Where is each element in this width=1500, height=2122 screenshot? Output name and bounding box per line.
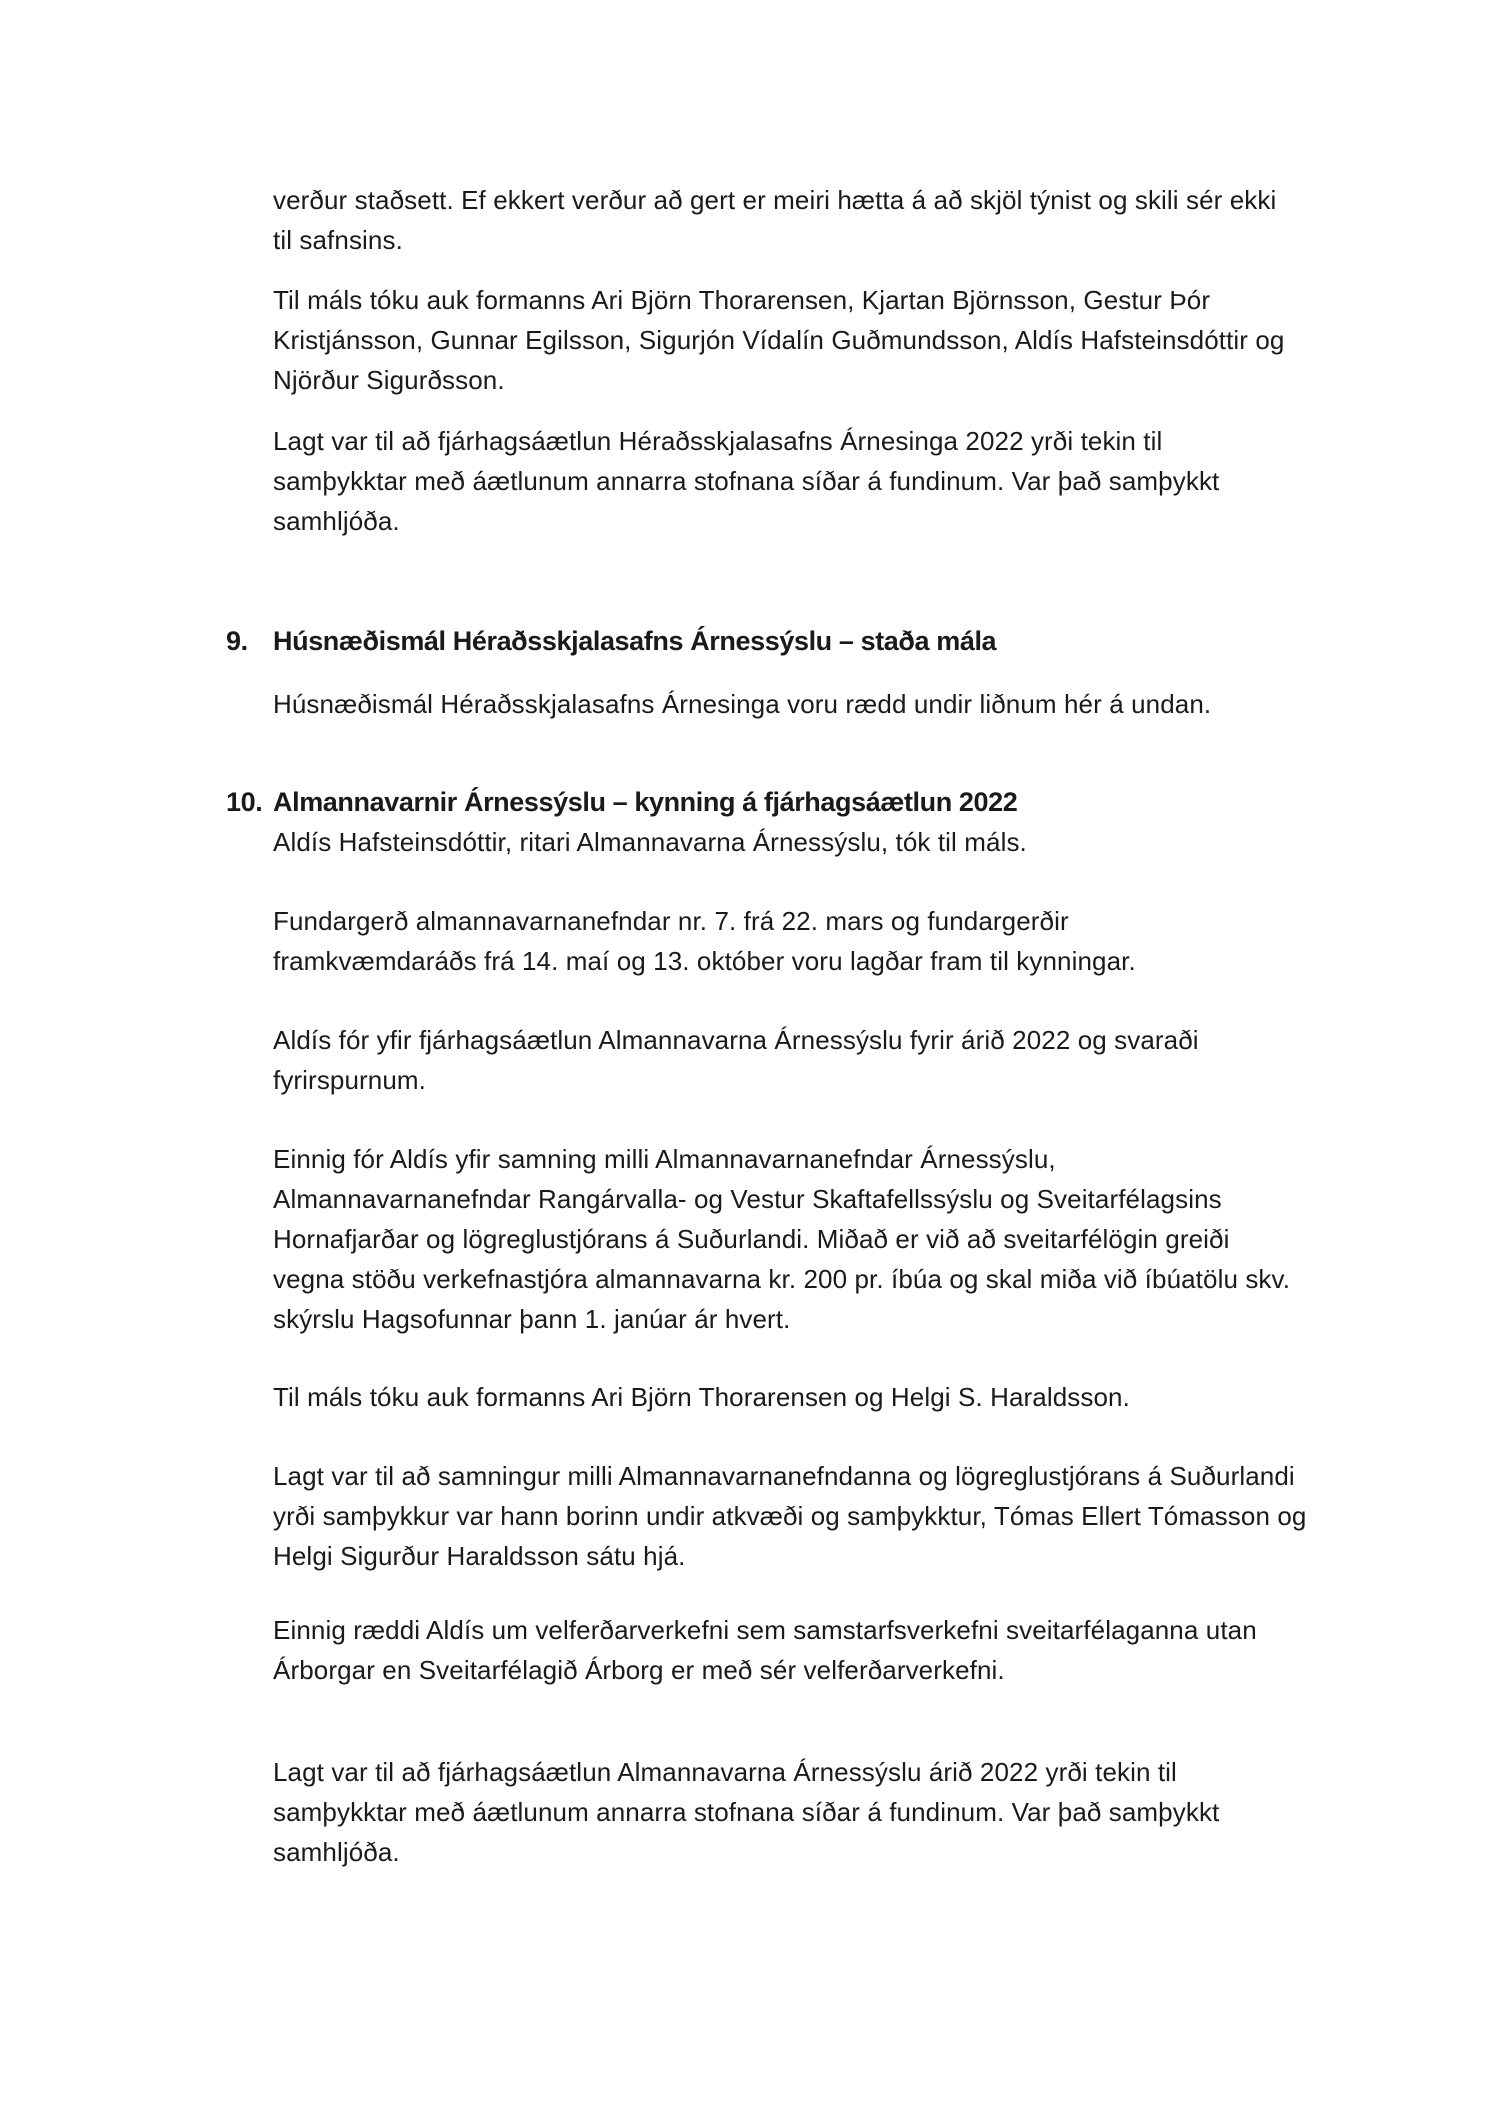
- paragraph-archive-budget-motion: Lagt var til að fjárhagsáætlun Héraðsskjalasafns Árnesinga 2022 yrði tekin til samþykktar með áætlunum annarra stofnana síðar á fundinum. Var það samþykkt samhljóða.: [273, 426, 1220, 536]
- paragraph-archive-risk: verður staðsett. Ef ekkert verður að gert er meiri hætta á að skjöl týnist og skili sér ekki til safnsins.: [273, 185, 1277, 255]
- paragraph-agreement-vote: Lagt var til að samningur milli Almannavarnanefndanna og lögreglustjórans á Suðurlandi yrði samþykkur var hann borinn undir atkvæði og samþykktur, Tómas Ellert Tómasson og Helgi Sigurður Haraldsson sátu hjá.: [273, 1461, 1307, 1571]
- section-title: Húsnæðismál Héraðsskjalasafns Árnessýslu – staða mála: [273, 626, 997, 656]
- paragraph-civil-defense-budget-motion: Lagt var til að fjárhagsáætlun Almannavarna Árnessýslu árið 2022 yrði tekin til samþykktar með áætlunum annarra stofnana síðar á fundinum. Var það samþykkt samhljóða.: [273, 1757, 1220, 1867]
- section-heading-9: [226, 621, 1326, 661]
- paragraph-speakers-archive: Til máls tóku auk formanns Ari Björn Thorarensen, Kjartan Björnsson, Gestur Þór Kristjánsson, Gunnar Egilsson, Sigurjón Vídalín Guðmundsson, Aldís Hafsteinsdóttir og Njörður Sigurðsson.: [273, 285, 1285, 395]
- section-title: Almannavarnir Árnessýslu – kynning á fjárhagsáætlun 2022: [273, 787, 1018, 817]
- section-number: 10.: [226, 787, 263, 817]
- section-heading-10: [226, 782, 1326, 822]
- paragraph-housing-note: Húsnæðismál Héraðsskjalasafns Árnesinga voru rædd undir liðnum hér á undan.: [273, 689, 1212, 719]
- paragraph-minutes-presented: Fundargerð almannavarnanefndar nr. 7. frá 22. mars og fundargerðir framkvæmdaráðs frá 14. maí og 13. október voru lagðar fram til kynningar.: [273, 906, 1136, 976]
- paragraph-aldis-speaks: Aldís Hafsteinsdóttir, ritari Almannavarna Árnessýslu, tók til máls.: [273, 827, 1027, 857]
- paragraph-welfare-project: Einnig ræddi Aldís um velferðarverkefni sem samstarfsverkefni sveitarfélaganna utan Árborgar en Sveitarfélagið Árborg er með sér velferðarverkefni.: [273, 1615, 1257, 1685]
- paragraph-budget-review: Aldís fór yfir fjárhagsáætlun Almannavarna Árnessýslu fyrir árið 2022 og svaraði fyrirspurnum.: [273, 1025, 1199, 1095]
- paragraph-agreement-details: Einnig fór Aldís yfir samning milli Almannavarnanefndar Árnessýslu, Almannavarnanefndar Rangárvalla- og Vestur Skaftafellssýslu og Sveitarfélagsins Hornafjarðar og lögreglustjórans á Suðurlandi. Miðað er við að sveitarfélögin greiði vegna stöðu verkefnastjóra almannavarna kr. 200 pr. íbúa og skal miða við íbúatölu skv. skýrslu Hagsofunnar þann 1. janúar ár hvert.: [273, 1144, 1291, 1334]
- section-number: 9.: [226, 626, 248, 656]
- paragraph-speakers-civil-defense: Til máls tóku auk formanns Ari Björn Thorarensen og Helgi S. Haraldsson.: [273, 1382, 1130, 1412]
